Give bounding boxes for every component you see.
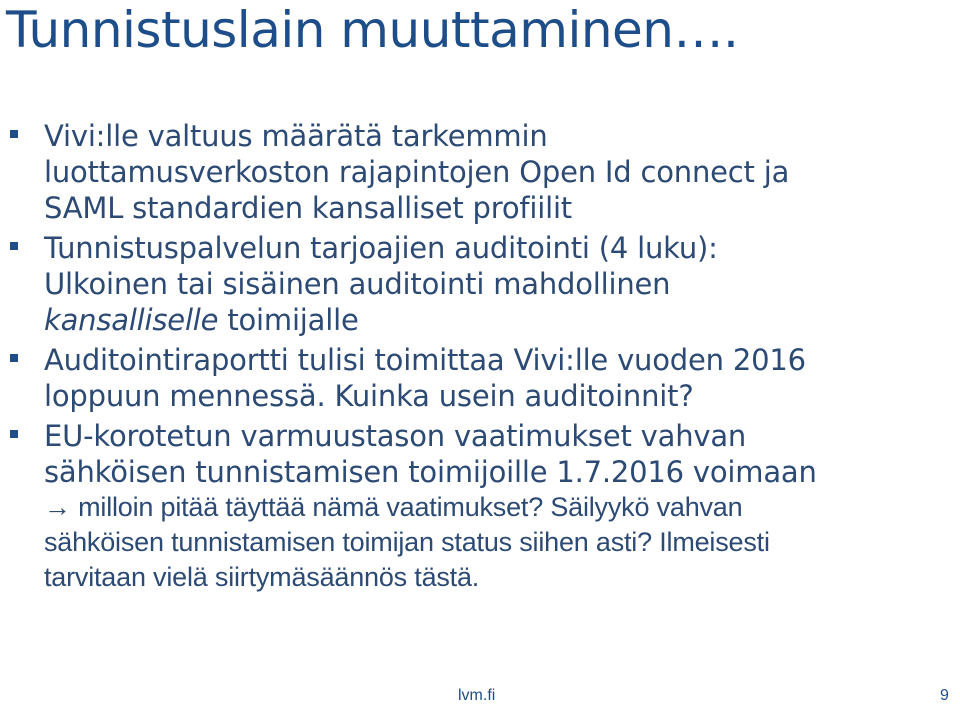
bullet-line-rest: toimijalle [218,303,359,337]
slide-title: Tunnistuslain muuttaminen…. [6,1,739,59]
bullet-item [0,118,960,226]
bullet-line: Tunnistuspalvelun tarjoajien auditointi (4 luku): [44,231,718,265]
bullet-line: sähköisen tunnistamisen toimijoille 1.7.2016 voimaan [44,455,817,489]
bullet-line: Ulkoinen tai sisäinen auditointi mahdollinen [44,267,671,301]
bullet-subline: tarvitaan vielä siirtymäsäännös tästä. [44,562,480,592]
bullet-item [0,418,960,595]
square-bullet-icon [10,354,18,362]
bullet-item [0,342,960,414]
bullet-line: loppuun mennessä. Kuinka usein auditoinnit? [44,379,694,413]
bullet-subline: → milloin pitää täyttää nämä vaatimukset? Säilyykö vahvan [44,492,743,522]
bullet-list [0,118,960,595]
bullet-line: SAML standardien kansalliset profiilit [44,191,572,225]
bullet-line: luottamusverkoston rajapintojen Open Id connect ja [44,155,790,189]
page-number: 9 [940,687,949,704]
footer-site: lvm.fi [458,687,496,704]
bullet-line: Vivi:lle valtuus määrätä tarkemmin [44,119,548,153]
emphasized-word: kansalliselle [44,303,219,337]
square-bullet-icon [10,130,18,138]
bullet-subline: sähköisen tunnistamisen toimijan status siihen asti? Ilmeisesti [44,527,770,557]
square-bullet-icon [10,242,18,250]
bullet-line: Auditointiraportti tulisi toimittaa Vivi:lle vuoden 2016 [44,343,806,377]
square-bullet-icon [10,430,18,438]
bullet-line: EU-korotetun varmuustason vaatimukset vahvan [44,419,747,453]
bullet-item [0,230,960,338]
bullet-line [44,302,950,338]
